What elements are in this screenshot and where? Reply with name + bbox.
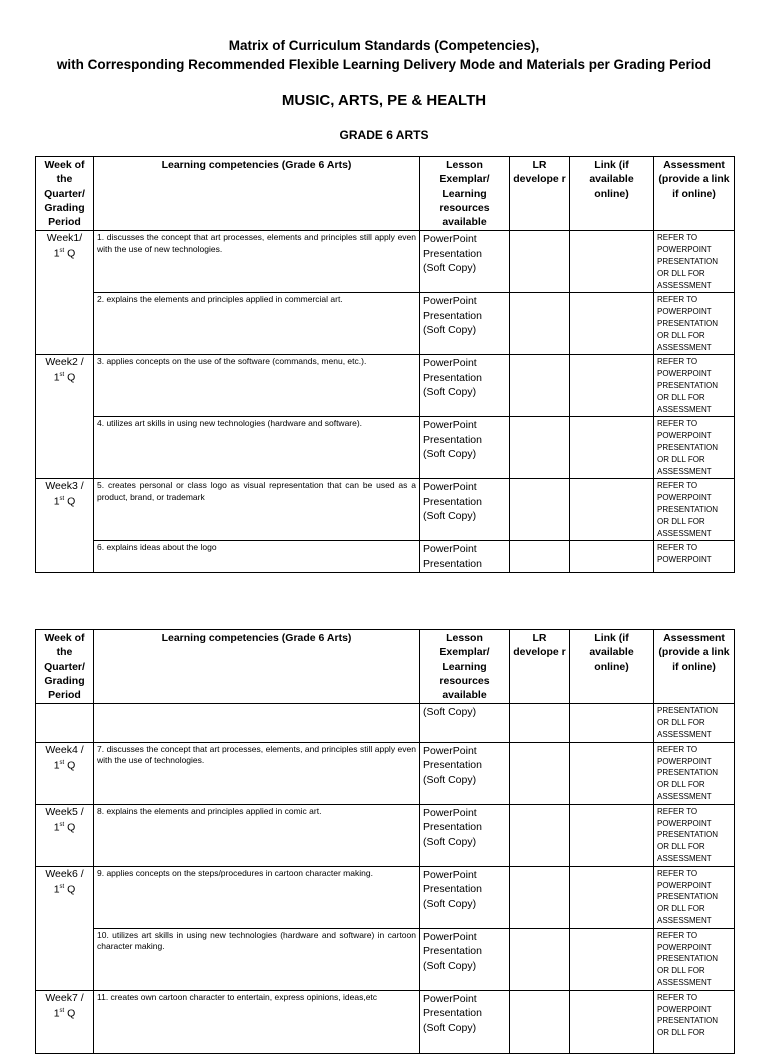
assessment-cell: REFER TO POWERPOINT PRESENTATION OR DLL FOR ASSESSMENT	[654, 231, 735, 293]
header-week: Week of the Quarter/ Grading Period	[36, 630, 94, 704]
lr-cell	[510, 804, 570, 866]
link-cell	[570, 704, 654, 742]
header-assessment: Assessment (provide a link if online)	[654, 157, 735, 231]
resource-cell: PowerPoint Presentation (Soft Copy)	[420, 928, 510, 990]
link-cell	[570, 742, 654, 804]
week-cell: Week4 / 1st Q	[36, 742, 94, 804]
table-row	[36, 742, 735, 804]
resource-cell: PowerPoint Presentation (Soft Copy)	[420, 293, 510, 355]
competency-cell: 7. discusses the concept that art processes, elements, and principles still apply even with the use of technologies.	[94, 742, 420, 804]
header-link: Link (if available online)	[570, 630, 654, 704]
week-cell: Week2 / 1st Q	[36, 355, 94, 479]
header-week: Week of the Quarter/ Grading Period	[36, 157, 94, 231]
week-cell	[36, 704, 94, 742]
title-line-1: Matrix of Curriculum Standards (Competencies),	[228, 38, 540, 53]
resource-cell: PowerPoint Presentation (Soft Copy)	[420, 231, 510, 293]
lr-cell	[510, 742, 570, 804]
assessment-cell: REFER TO POWERPOINT PRESENTATION OR DLL FOR ASSESSMENT	[654, 742, 735, 804]
lr-cell	[510, 990, 570, 1053]
competency-cell: 3. applies concepts on the use of the software (commands, menu, etc.).	[94, 355, 420, 417]
resource-cell: PowerPoint Presentation (Soft Copy)	[420, 866, 510, 928]
week-cell: Week7 / 1st Q	[36, 990, 94, 1053]
competency-cell: 2. explains the elements and principles applied in commercial art.	[94, 293, 420, 355]
header-competencies: Learning competencies (Grade 6 Arts)	[94, 157, 420, 231]
table-row	[36, 928, 735, 990]
lr-cell	[510, 417, 570, 479]
link-cell	[570, 541, 654, 573]
subject-title: MUSIC, ARTS, PE & HEALTH	[281, 92, 487, 109]
lr-cell	[510, 541, 570, 573]
week-cell: Week6 / 1st Q	[36, 866, 94, 990]
competency-cell: 1. discusses the concept that art processes, elements and principles still apply even with the use of new technologies.	[94, 231, 420, 293]
title-line-2: with Corresponding Recommended Flexible Learning Delivery Mode and Materials per Grading Period	[56, 57, 712, 72]
assessment-cell: PRESENTATION OR DLL FOR ASSESSMENT	[654, 704, 735, 742]
lr-cell	[510, 293, 570, 355]
grade-title: GRADE 6 ARTS	[339, 128, 429, 142]
week-cell: Week3 / 1st Q	[36, 479, 94, 573]
header-link: Link (if available online)	[570, 157, 654, 231]
lr-cell	[510, 231, 570, 293]
assessment-cell: REFER TO POWERPOINT PRESENTATION OR DLL FOR ASSESSMENT	[654, 417, 735, 479]
assessment-cell: REFER TO POWERPOINT PRESENTATION OR DLL FOR ASSESSMENT	[654, 804, 735, 866]
assessment-cell: REFER TO POWERPOINT	[654, 541, 735, 573]
table-row	[36, 355, 735, 417]
document-title	[0, 36, 768, 74]
competency-cell: 6. explains ideas about the logo	[94, 541, 420, 573]
header-lr-developer: LR develope r	[510, 157, 570, 231]
competency-cell: 11. creates own cartoon character to entertain, express opinions, ideas,etc	[94, 990, 420, 1053]
competency-cell	[94, 704, 420, 742]
link-cell	[570, 804, 654, 866]
lr-cell	[510, 479, 570, 541]
lr-cell	[510, 355, 570, 417]
competency-table-page-1	[35, 156, 735, 573]
week-cell: Week1/ 1st Q	[36, 231, 94, 355]
lr-cell	[510, 866, 570, 928]
competency-cell: 10. utilizes art skills in using new technologies (hardware and software) in cartoon character making.	[94, 928, 420, 990]
table-row	[36, 293, 735, 355]
table-row	[36, 417, 735, 479]
table-row	[36, 990, 735, 1053]
lr-cell	[510, 704, 570, 742]
table-row	[36, 804, 735, 866]
table-header-row	[36, 157, 735, 231]
competency-cell: 9. applies concepts on the steps/procedures in cartoon character making.	[94, 866, 420, 928]
resource-cell: PowerPoint Presentation (Soft Copy)	[420, 804, 510, 866]
table-row	[36, 704, 735, 742]
week-cell: Week5 / 1st Q	[36, 804, 94, 866]
link-cell	[570, 417, 654, 479]
link-cell	[570, 866, 654, 928]
header-lesson: Lesson Exemplar/ Learning resources available	[420, 157, 510, 231]
header-lesson: Lesson Exemplar/ Learning resources available	[420, 630, 510, 704]
resource-cell: PowerPoint Presentation	[420, 541, 510, 573]
table-row	[36, 541, 735, 573]
assessment-cell: REFER TO POWERPOINT PRESENTATION OR DLL FOR ASSESSMENT	[654, 293, 735, 355]
link-cell	[570, 479, 654, 541]
lr-cell	[510, 928, 570, 990]
resource-cell: PowerPoint Presentation (Soft Copy)	[420, 355, 510, 417]
header-competencies: Learning competencies (Grade 6 Arts)	[94, 630, 420, 704]
assessment-cell: REFER TO POWERPOINT PRESENTATION OR DLL FOR ASSESSMENT	[654, 355, 735, 417]
assessment-cell: REFER TO POWERPOINT PRESENTATION OR DLL FOR ASSESSMENT	[654, 866, 735, 928]
header-assessment: Assessment (provide a link if online)	[654, 630, 735, 704]
link-cell	[570, 928, 654, 990]
resource-cell: PowerPoint Presentation (Soft Copy)	[420, 479, 510, 541]
table-row	[36, 866, 735, 928]
competency-cell: 5. creates personal or class logo as visual representation that can be used as a product, brand, or trademark	[94, 479, 420, 541]
link-cell	[570, 355, 654, 417]
competency-table-page-2	[35, 629, 735, 1054]
competency-cell: 4. utilizes art skills in using new technologies (hardware and software).	[94, 417, 420, 479]
link-cell	[570, 231, 654, 293]
link-cell	[570, 990, 654, 1053]
table-row	[36, 479, 735, 541]
table-row	[36, 231, 735, 293]
header-lr-developer: LR develope r	[510, 630, 570, 704]
resource-cell: PowerPoint Presentation (Soft Copy)	[420, 417, 510, 479]
table-header-row	[36, 630, 735, 704]
resource-cell: PowerPoint Presentation (Soft Copy)	[420, 990, 510, 1053]
assessment-cell: REFER TO POWERPOINT PRESENTATION OR DLL FOR ASSESSMENT	[654, 479, 735, 541]
link-cell	[570, 293, 654, 355]
resource-cell: PowerPoint Presentation (Soft Copy)	[420, 742, 510, 804]
competency-cell: 8. explains the elements and principles applied in comic art.	[94, 804, 420, 866]
resource-cell: (Soft Copy)	[420, 704, 510, 742]
assessment-cell: REFER TO POWERPOINT PRESENTATION OR DLL FOR ASSESSMENT	[654, 928, 735, 990]
assessment-cell: REFER TO POWERPOINT PRESENTATION OR DLL FOR	[654, 990, 735, 1053]
